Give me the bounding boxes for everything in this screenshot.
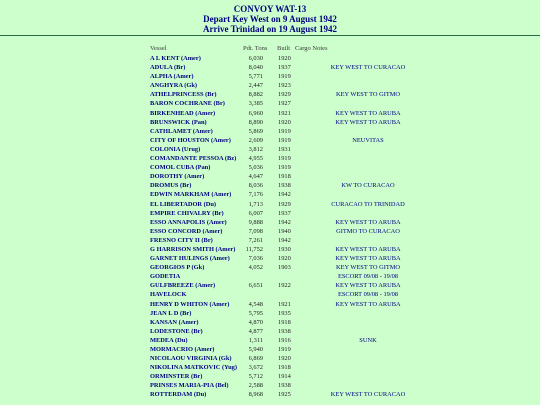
cargo-notes: KEY WEST TO ARUBA xyxy=(335,282,401,290)
convoy-title: CONVOY WAT-13 xyxy=(233,4,307,14)
tonnage: 4,877 xyxy=(248,327,263,335)
tonnage: 6,869 xyxy=(248,355,263,363)
vessel-name: GARNET HULINGS (Amer) xyxy=(150,255,230,263)
vessel-name: ADULA (Br) xyxy=(150,64,186,72)
table-row xyxy=(0,154,540,163)
tonnage: 8,890 xyxy=(248,118,263,126)
table-row xyxy=(0,72,540,81)
built-year: 1929 xyxy=(278,91,291,99)
vessel-name: GULFBREEZE (Amer) xyxy=(150,282,216,290)
vessel-name: ORMINSTER (Br) xyxy=(150,373,203,381)
tonnage: 7,176 xyxy=(248,191,263,199)
vessel-name: A L KENT (Amer) xyxy=(150,55,201,62)
table-row xyxy=(0,363,540,372)
tonnage: 2,447 xyxy=(248,82,263,90)
vessel-name: BIRKENHEAD (Amer) xyxy=(150,109,216,117)
vessel-name: KANSAN (Amer) xyxy=(150,318,199,326)
cargo-notes: CURACAO TO TRINIDAD xyxy=(331,200,405,208)
built-year: 1919 xyxy=(278,155,291,163)
built-year: 1942 xyxy=(278,236,291,244)
built-year: 1914 xyxy=(278,373,291,381)
table-row xyxy=(0,236,540,245)
built-year: 1925 xyxy=(278,391,291,399)
table-row xyxy=(0,63,540,72)
table-row xyxy=(0,272,540,281)
table-row xyxy=(0,318,540,327)
tonnage: 2,588 xyxy=(248,382,263,390)
built-year: 1942 xyxy=(278,191,291,199)
table-row xyxy=(0,163,540,172)
table-row xyxy=(0,172,540,181)
table-row xyxy=(0,354,540,363)
table-row xyxy=(0,127,540,136)
table-row xyxy=(0,254,540,263)
table-row xyxy=(0,345,540,354)
cargo-notes: KEY WEST TO ARUBA xyxy=(335,118,401,126)
vessel-name: CATHLAMET (Amer) xyxy=(150,127,213,135)
table-row xyxy=(0,336,540,345)
vessel-name: HAVELOCK xyxy=(150,291,187,299)
tonnage: 3,812 xyxy=(248,145,263,153)
tonnage: 1,713 xyxy=(248,200,263,208)
vessel-name: BRUNSWICK (Pan) xyxy=(150,118,207,126)
tonnage: 6,960 xyxy=(248,109,263,117)
tonnage: 11,752 xyxy=(245,245,263,253)
tonnage: 9,888 xyxy=(248,218,263,226)
tonnage: 3,385 xyxy=(248,100,263,108)
vessel-name: ESSO ANNAPOLIS (Amer) xyxy=(150,218,227,226)
tonnage: 4,647 xyxy=(248,173,263,181)
cargo-notes: KEY WEST TO ARUBA xyxy=(335,255,401,263)
built-year: 1942 xyxy=(278,218,291,226)
table-row xyxy=(0,245,540,254)
cargo-notes: KEY WEST TO GITMO xyxy=(335,91,401,99)
vessel-name: LODESTONE (Br) xyxy=(150,327,203,335)
tonnage: 8,040 xyxy=(248,64,263,72)
table-row xyxy=(0,145,540,154)
cargo-notes: ESCORT 09/08 - 19/08 xyxy=(337,273,399,281)
tonnage: 4,052 xyxy=(248,264,263,272)
cargo-notes: ESCORT 09/08 - 19/08 xyxy=(337,291,399,299)
tonnage: 6,651 xyxy=(248,282,263,290)
column-headers xyxy=(0,44,540,54)
built-year: 1918 xyxy=(278,173,291,181)
built-year: 1903 xyxy=(278,264,291,272)
vessel-name: BARON COCHRANE (Br) xyxy=(150,100,225,108)
cargo-notes: NEUVITAS xyxy=(352,136,384,144)
built-year: 1922 xyxy=(278,282,291,290)
table-row xyxy=(0,118,540,127)
header-divider xyxy=(0,35,540,36)
vessel-name: COMOL CUBA (Pan) xyxy=(150,164,211,172)
vessel-name: MORMACRIO (Amer) xyxy=(150,346,215,353)
vessel-name: HENRY D WHITON (Amer) xyxy=(150,300,230,308)
table-row xyxy=(0,90,540,99)
table-row xyxy=(0,109,540,118)
built-year: 1937 xyxy=(278,209,291,217)
vessel-name: PRINSES MARIA-PIA (Bel) xyxy=(150,382,229,390)
tonnage: 8,036 xyxy=(248,182,263,190)
built-year: 1938 xyxy=(278,382,291,390)
tonnage: 1,311 xyxy=(248,336,263,344)
cargo-notes: SUNK xyxy=(359,336,377,344)
vessel-name: G HARRISON SMITH (Amer) xyxy=(150,245,236,253)
built-year: 1923 xyxy=(278,82,291,90)
tonnage: 6,030 xyxy=(248,55,263,62)
cargo-notes: KEY WEST TO ARUBA xyxy=(335,300,401,308)
tonnage: 7,261 xyxy=(248,236,263,244)
arrive-line: Arrive Trinidad on 19 August 1942 xyxy=(203,24,337,34)
vessel-name: ALPHA (Amer) xyxy=(150,73,194,81)
cargo-notes: KEY WEST TO ARUBA xyxy=(335,245,401,253)
tonnage: 5,771 xyxy=(248,73,263,81)
vessel-name: EMPIRE CHIVALRY (Br) xyxy=(150,209,224,217)
col-header-vessel: Vessel xyxy=(150,45,167,52)
vessel-name: FRESNO CITY II (Br) xyxy=(150,236,213,244)
convoy-table xyxy=(0,54,540,400)
vessel-name: ATHELPRINCESS (Br) xyxy=(150,91,217,99)
built-year: 1940 xyxy=(278,227,291,235)
built-year: 1929 xyxy=(278,200,291,208)
table-row xyxy=(0,300,540,309)
col-header-tons: Pdt. Tons xyxy=(243,45,268,52)
table-row xyxy=(0,99,540,108)
vessel-name: ROTTERDAM (Du) xyxy=(150,391,207,399)
cargo-notes: KEY WEST TO GITMO xyxy=(335,264,401,272)
built-year: 1921 xyxy=(278,300,291,308)
convoy-header xyxy=(0,4,540,34)
table-row xyxy=(0,290,540,299)
built-year: 1938 xyxy=(278,327,291,335)
depart-line: Depart Key West on 9 August 1942 xyxy=(203,14,337,24)
table-row xyxy=(0,390,540,399)
table-row xyxy=(0,200,540,209)
built-year: 1918 xyxy=(278,318,291,326)
built-year: 1920 xyxy=(278,255,291,263)
built-year: 1919 xyxy=(278,127,291,135)
table-row xyxy=(0,181,540,190)
table-row xyxy=(0,281,540,290)
cargo-notes: KW TO CURACAO xyxy=(341,182,395,190)
built-year: 1930 xyxy=(278,245,291,253)
vessel-name: COLONIA (Urug) xyxy=(150,145,201,153)
table-row xyxy=(0,372,540,381)
built-year: 1919 xyxy=(278,136,291,144)
built-year: 1938 xyxy=(278,182,291,190)
table-row xyxy=(0,190,540,199)
built-year: 1920 xyxy=(278,118,291,126)
vessel-name: DOROTHY (Amer) xyxy=(150,173,205,181)
tonnage: 2,609 xyxy=(248,136,263,144)
built-year: 1919 xyxy=(278,346,291,353)
vessel-name: ESSO CONCORD (Amer) xyxy=(150,227,223,235)
vessel-name: JEAN L D (Br) xyxy=(150,309,192,317)
table-row xyxy=(0,209,540,218)
cargo-notes: KEY WEST TO CURACAO xyxy=(330,64,406,72)
table-row xyxy=(0,81,540,90)
tonnage: 5,940 xyxy=(248,346,263,353)
col-header-built: Built xyxy=(277,45,291,52)
built-year: 1927 xyxy=(278,100,291,108)
vessel-name: MEDEA (Du) xyxy=(150,336,188,344)
cargo-notes: KEY WEST TO CURACAO xyxy=(330,391,406,399)
cargo-notes: KEY WEST TO ARUBA xyxy=(335,218,401,226)
built-year: 1916 xyxy=(278,336,291,344)
col-header-cargo-notes: Cargo Notes xyxy=(295,45,328,52)
built-year: 1918 xyxy=(278,364,291,372)
vessel-name: GODETIA xyxy=(150,273,181,281)
vessel-name: DROMUS (Br) xyxy=(150,182,192,190)
vessel-name: CITY OF HOUSTON (Amer) xyxy=(150,136,231,144)
tonnage: 4,955 xyxy=(248,155,263,163)
tonnage: 7,036 xyxy=(248,255,263,263)
built-year: 1931 xyxy=(278,145,291,153)
table-row xyxy=(0,381,540,390)
tonnage: 5,712 xyxy=(248,373,263,381)
built-year: 1919 xyxy=(278,164,291,172)
tonnage: 8,968 xyxy=(248,391,263,399)
built-year: 1919 xyxy=(278,73,291,81)
table-row xyxy=(0,136,540,145)
table-row xyxy=(0,263,540,272)
cargo-notes: GITMO TO CURACAO xyxy=(336,227,400,235)
vessel-name: COMANDANTE PESSOA (Bz) xyxy=(150,155,237,163)
table-row xyxy=(0,227,540,236)
vessel-name: NIKOLINA MATKOVIC (Yug) xyxy=(150,364,237,372)
table-row xyxy=(0,327,540,336)
built-year: 1921 xyxy=(278,109,291,117)
tonnage: 3,672 xyxy=(248,364,263,372)
vessel-name: EL LIBERTADOR (Du) xyxy=(150,200,217,208)
built-year: 1920 xyxy=(278,55,291,62)
tonnage: 8,882 xyxy=(248,91,263,99)
table-row xyxy=(0,54,540,63)
vessel-name: NICOLAOU VIRGINIA (Gk) xyxy=(150,355,232,363)
tonnage: 5,036 xyxy=(248,164,263,172)
tonnage: 7,098 xyxy=(248,227,263,235)
tonnage: 4,548 xyxy=(248,300,263,308)
vessel-name: EDWIN MARKHAM (Amer) xyxy=(150,191,232,199)
built-year: 1935 xyxy=(278,309,291,317)
tonnage: 5,795 xyxy=(248,309,263,317)
table-row xyxy=(0,309,540,318)
tonnage: 6,007 xyxy=(248,209,263,217)
tonnage: 5,869 xyxy=(248,127,263,135)
cargo-notes: KEY WEST TO ARUBA xyxy=(335,109,401,117)
tonnage: 4,870 xyxy=(248,318,263,326)
built-year: 1937 xyxy=(278,64,291,72)
vessel-name: GEORGIOS P (Gk) xyxy=(150,264,205,272)
table-row xyxy=(0,218,540,227)
built-year: 1920 xyxy=(278,355,291,363)
vessel-name: ANGHYRA (Gk) xyxy=(150,82,198,90)
